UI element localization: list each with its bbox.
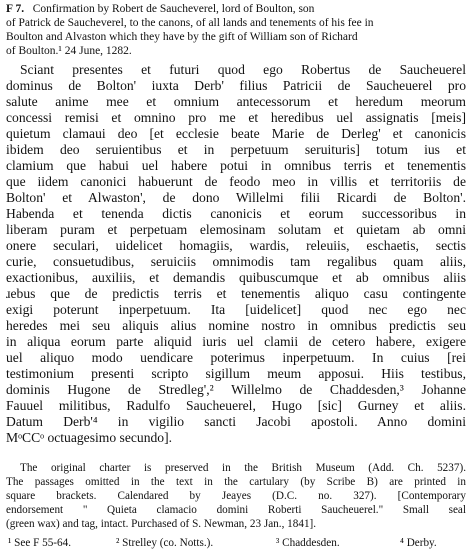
heading-line-4: of Boulton.¹ 24 June, 1282. bbox=[6, 45, 132, 57]
charter-line: dominus de Bolton' iuxta Derb' filius Patricii de Saucheuerel pro bbox=[6, 78, 466, 93]
charter-line: Bolton' et Alwaston', de dono Willelmi filii Ricardi de Bolton'. bbox=[6, 190, 466, 205]
charter-line: Fauuel militibus, Radulfo Saucheuerel, Hugo [sic] Gurney et aliis. bbox=[6, 398, 466, 413]
charter-line: liberam puram et perpetuam elemosinam solutam et quietam ab omni bbox=[6, 222, 466, 237]
charter-line: Habenda et tenenda dictis canonicis et eorum successoribus in bbox=[6, 206, 466, 221]
charter-line: quietum clamaui deo [et ecclesie beate Marie de Derleg' et canonicis bbox=[6, 126, 466, 141]
editorial-note-line: (green wax) and tag, intact. Purchased of S. Newman, 23 Jan., 1841]. bbox=[6, 518, 317, 530]
charter-line: MᵒCCᵒ octuagesimo secundo]. bbox=[6, 430, 173, 445]
editorial-note-line: square brackets. Calendared by Jeayes (D.C. no. 327). [Contemporary bbox=[6, 490, 466, 502]
charter-line: Sciant presentes et futuri quod ego Robertus de Saucheuerel bbox=[20, 62, 466, 77]
footnote: ¹ See F 55-64. bbox=[8, 537, 72, 549]
charter-line: heredes mei seu aliquis alius nomine nostro in omnibus predictis seu bbox=[6, 318, 466, 333]
charter-line: testimonium presenti scripto sigillum meum apposui. Hiis testibus, bbox=[6, 366, 466, 381]
charter-line: Datum Derb'⁴ in vigilio sancti Jacobi apostoli. Anno domini bbox=[6, 414, 466, 429]
document-number: F 7. bbox=[6, 3, 25, 15]
charter-line: in aliqua eorum parte aliquid iuris uel clamii de cetero habere, exigere bbox=[6, 334, 466, 349]
heading-line-1 bbox=[6, 2, 466, 16]
charter-line: ibidem deo seruientibus et in perpetuum seruituris] totum ius et bbox=[6, 142, 466, 157]
charter-line: dominis Hugone de Stredleg',² Willelmo de Chaddesden,³ Johanne bbox=[6, 382, 466, 397]
editorial-note-line: The original charter is preserved in the British Museum (Add. Ch. 5237). bbox=[20, 462, 466, 474]
heading-line-2: of Patrick de Saucheverel, to the canons, of all lands and tenements of his fee in bbox=[6, 17, 374, 29]
charter-line: exigi poterunt inperpetuum. Ita [uidelicet] quod nec ego nec bbox=[6, 302, 466, 317]
charter-line: curie, consuetudibus, seruiciis omnimodis tam regalibus quam aliis, bbox=[6, 254, 466, 269]
charter-line: uel aliquo modo uendicare poterimus inperpetuum. In cuius [rei bbox=[6, 350, 466, 365]
charter-line: que iidem canonici habuerunt de feodo meo in villis et territoriis de bbox=[6, 174, 466, 189]
editorial-note-line: The passages omitted in the text in the cartulary (by Scribe B) are printed in bbox=[6, 476, 466, 488]
footnote: ³ Chaddesden. bbox=[276, 537, 340, 549]
charter-line: ɹebus que de predictis terris et tenementis aliquo casu contingente bbox=[6, 286, 466, 301]
charter-line: clamium que habui uel habere potui in omnibus terris et tenementis bbox=[6, 158, 466, 173]
footnote: ² Strelley (co. Notts.). bbox=[116, 537, 214, 549]
charter-line: onere seculari, uidelicet homagiis, wardis, releuiis, eschaetis, sectis bbox=[6, 238, 466, 253]
charter-line: exactionibus, auxiliis, et demandis quibuscumque et ab omnibus aliis bbox=[6, 270, 466, 285]
charter-line: concessi remisi et omnino pro me et heredibus uel assignatis [meis] bbox=[6, 110, 466, 125]
footnote: ⁴ Derby. bbox=[400, 537, 437, 549]
editorial-note-line: endorsement " Quieta clamacio domini Roberti Saucheuerel." Small seal bbox=[6, 504, 466, 516]
heading-text: Confirmation by Robert de Saucheverel, lord of Boulton, son bbox=[32, 3, 315, 15]
charter-line: salute anime mee et omnium antecessorum et heredum meorum bbox=[6, 94, 466, 109]
heading-line-3: Boulton and Alvaston which they have by the gift of William son of Richard bbox=[6, 31, 358, 43]
